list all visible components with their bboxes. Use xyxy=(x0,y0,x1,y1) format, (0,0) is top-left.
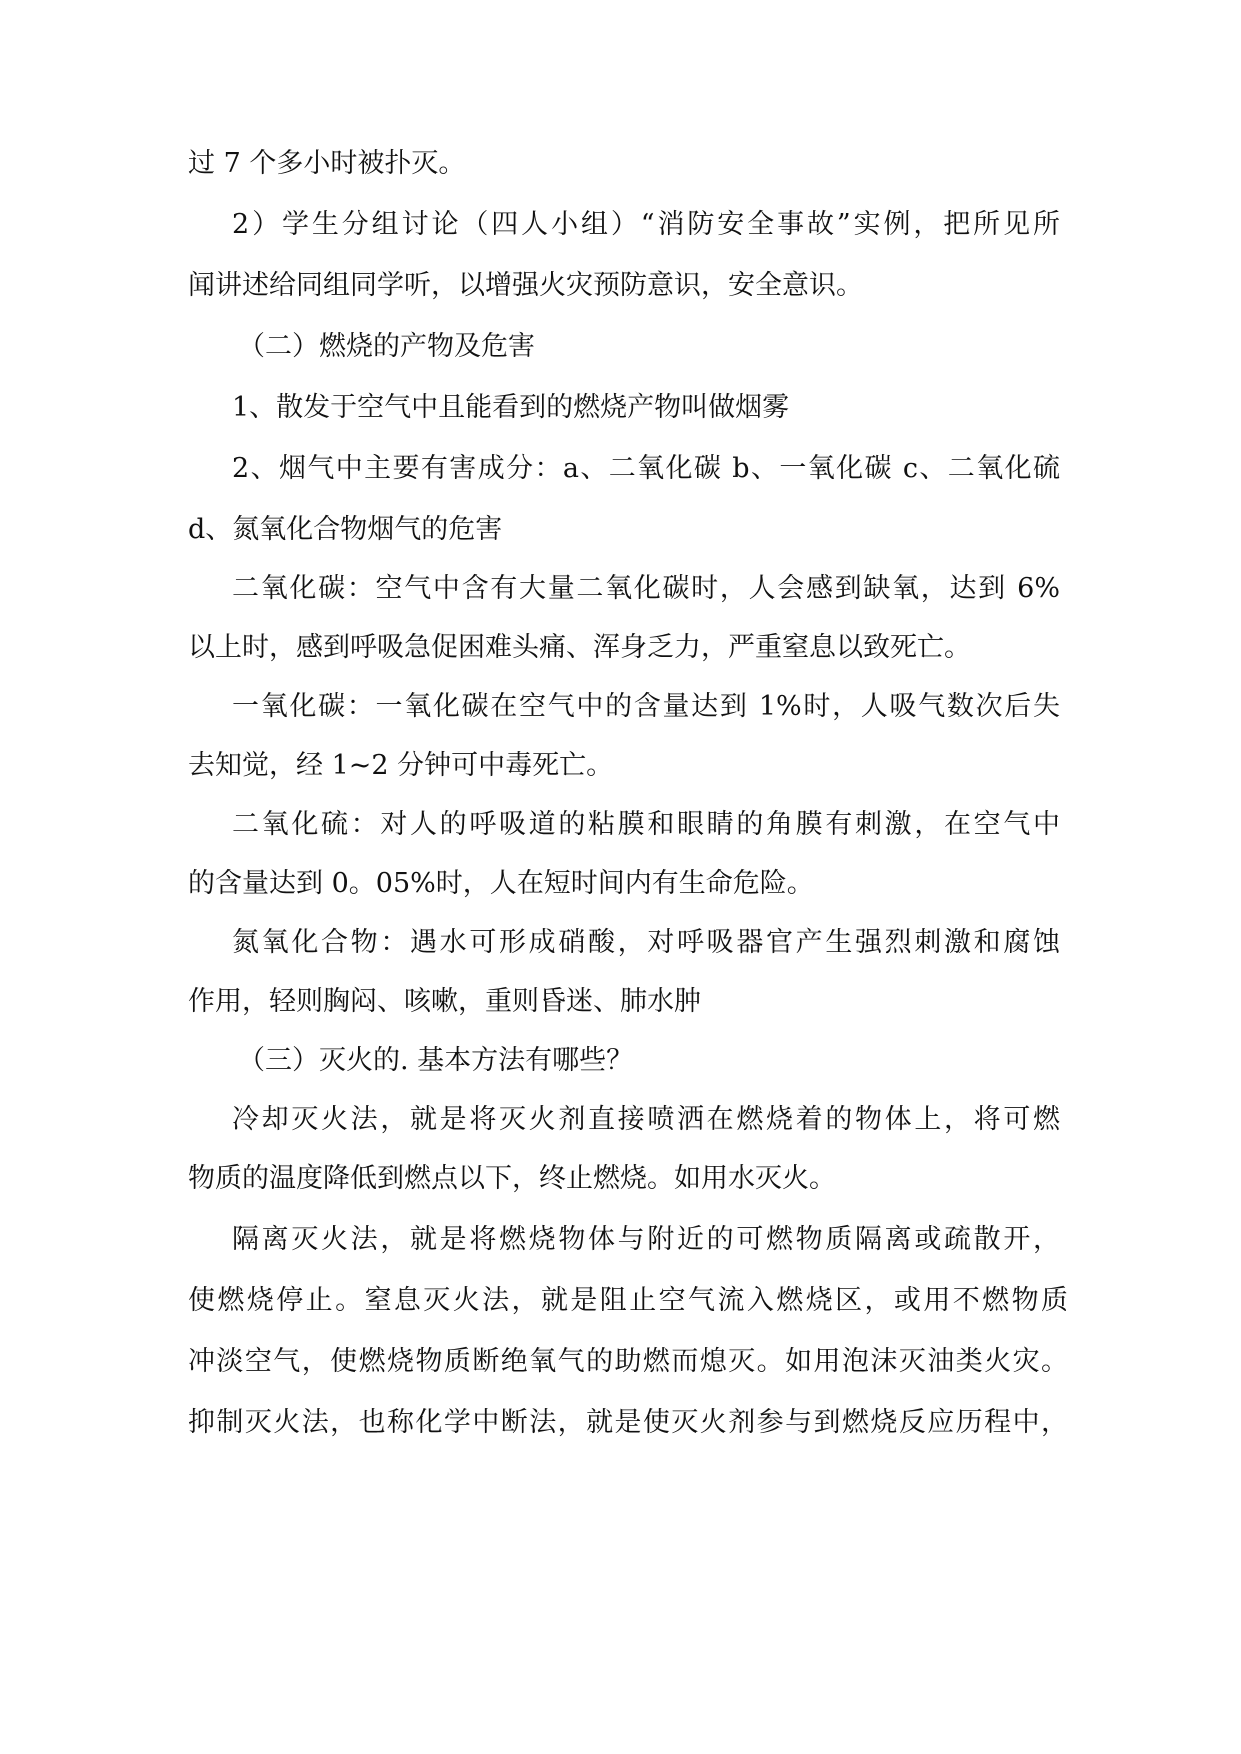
text-line: 闻讲述给同组同学听，以增强火灾预防意识，安全意识。 xyxy=(188,270,863,301)
text-line: 抑制灭火法，也称化学中断法，就是使灭火剂参与到燃烧反应历程中， xyxy=(188,1407,1068,1438)
section-heading: （三）灭火的. 基本方法有哪些？ xyxy=(238,1045,634,1076)
text-line: 1、散发于空气中且能看到的燃烧产物叫做烟雾 xyxy=(232,392,790,423)
text-line: 过 7 个多小时被扑灭。 xyxy=(188,148,466,179)
text-line: 2）学生分组讨论（四人小组）“消防安全事故”实例，把所见所 xyxy=(232,209,1060,240)
text-line: 的含量达到 0。05%时，人在短时间内有生命危险。 xyxy=(188,868,814,899)
text-line: 冲淡空气，使燃烧物质断绝氧气的助燃而熄灭。如用泡沫灭油类火灾。 xyxy=(188,1346,1068,1377)
text-line: 氮氧化合物：遇水可形成硝酸，对呼吸器官产生强烈刺激和腐蚀 xyxy=(232,927,1060,958)
text-line: 一氧化碳：一氧化碳在空气中的含量达到 1%时，人吸气数次后失 xyxy=(232,691,1060,722)
text-line: 二氧化碳：空气中含有大量二氧化碳时，人会感到缺氧，达到 6% xyxy=(232,573,1060,604)
text-line: 物质的温度降低到燃点以下，终止燃烧。如用水灭火。 xyxy=(188,1163,836,1194)
text-line: 冷却灭火法，就是将灭火剂直接喷洒在燃烧着的物体上，将可燃 xyxy=(232,1104,1060,1135)
text-line: d、氮氧化合物烟气的危害 xyxy=(188,514,503,545)
text-line: 以上时，感到呼吸急促困难头痛、浑身乏力，严重窒息以致死亡。 xyxy=(188,632,971,663)
text-line: 2、烟气中主要有害成分：a、二氧化碳 b、一氧化碳 c、二氧化硫 xyxy=(232,453,1060,484)
text-line: 隔离灭火法，就是将燃烧物体与附近的可燃物质隔离或疏散开， xyxy=(232,1224,1060,1255)
text-line: 去知觉，经 1~2 分钟可中毒死亡。 xyxy=(188,750,614,781)
text-line: 使燃烧停止。窒息灭火法，就是阻止空气流入燃烧区，或用不燃物质 xyxy=(188,1285,1068,1316)
text-line: 二氧化硫：对人的呼吸道的粘膜和眼睛的角膜有刺激，在空气中 xyxy=(232,809,1060,840)
text-line: 作用，轻则胸闷、咳嗽，重则昏迷、肺水肿 xyxy=(188,986,701,1017)
section-heading: （二）燃烧的产物及危害 xyxy=(238,331,535,362)
